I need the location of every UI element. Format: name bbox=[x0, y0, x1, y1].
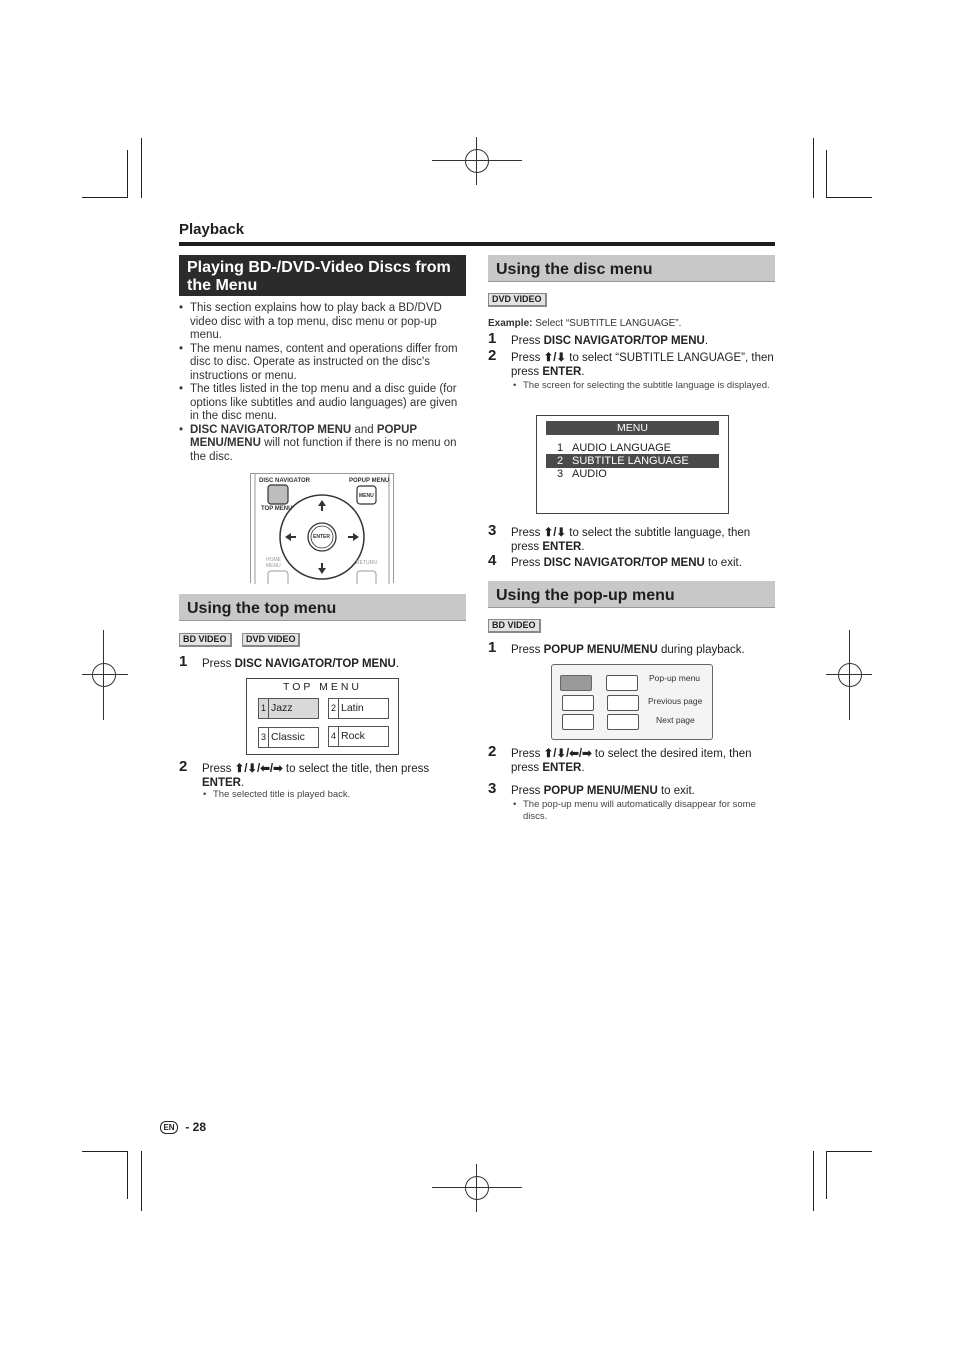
disc-menu-screen-title: MENU bbox=[546, 421, 719, 435]
disc-menu-step-3 bbox=[488, 522, 775, 554]
bold-term: DISC NAVIGATOR/TOP MENU bbox=[234, 658, 396, 670]
text: . bbox=[395, 658, 400, 670]
remote-label-menu: MENU bbox=[359, 493, 374, 499]
section-label: Playback bbox=[179, 221, 245, 238]
top-menu-screen bbox=[246, 678, 399, 755]
item-number: 3 bbox=[259, 728, 269, 747]
disc-menu-step-4 bbox=[488, 552, 775, 571]
popup-step-1 bbox=[488, 639, 775, 658]
text: during playback. bbox=[657, 644, 745, 656]
popup-item bbox=[607, 714, 639, 730]
disc-menu-screen bbox=[536, 415, 729, 514]
step-number: 1 bbox=[488, 639, 497, 656]
text: . bbox=[240, 776, 245, 789]
disc-menu-tags bbox=[488, 289, 553, 307]
header-rule bbox=[179, 242, 775, 246]
text: Press bbox=[202, 763, 235, 775]
remote-label-return: RETURN bbox=[356, 560, 377, 566]
top-menu-step-2 bbox=[179, 758, 466, 790]
item-label: Latin bbox=[341, 702, 364, 714]
top-menu-item bbox=[258, 727, 319, 748]
text: Press bbox=[511, 644, 544, 656]
item-number: 3 bbox=[557, 468, 564, 480]
bold-term: POPUP MENU/MENU bbox=[543, 644, 658, 656]
text: to select the title, then press bbox=[282, 763, 430, 775]
intro-bullet: • The menu names, content and operations differ from disc to disc. Operate as instructed on the disc's instructions or menu. bbox=[179, 343, 466, 384]
intro-bullet: • This section explains how to play back a BD/DVD video disc with a top menu, disc menu or pop-up menu. bbox=[179, 302, 466, 343]
text: . bbox=[581, 761, 585, 774]
text: . bbox=[704, 335, 709, 347]
top-menu-item bbox=[328, 726, 389, 747]
text: . bbox=[581, 540, 585, 553]
item-label: SUBTITLE LANGUAGE bbox=[572, 455, 689, 467]
disc-menu-step-2-note: • The screen for selecting the subtitle language is displayed. bbox=[523, 380, 775, 392]
disc-menu-item bbox=[546, 441, 719, 455]
popup-menu-heading: Using the pop-up menu bbox=[488, 581, 775, 608]
bold-term: ENTER bbox=[202, 776, 241, 789]
disc-menu-item bbox=[546, 467, 719, 481]
remote-label-home-menu: HOME MENU bbox=[266, 557, 281, 569]
remote-label-popup-menu: POPUP MENU bbox=[349, 478, 390, 484]
intro-bullet bbox=[179, 424, 466, 465]
popup-item bbox=[562, 714, 594, 730]
top-menu-item bbox=[258, 698, 319, 719]
item-number: 2 bbox=[557, 455, 564, 467]
bold-term: ENTER bbox=[542, 540, 582, 553]
arrow-keys-icon: ⬆/⬇/⬅/➡ bbox=[234, 763, 283, 775]
language-badge: EN bbox=[160, 1121, 178, 1134]
bold-term: POPUP MENU/MENU bbox=[543, 785, 658, 797]
popup-menu-tags bbox=[488, 615, 547, 633]
text: to exit. bbox=[704, 557, 742, 569]
item-number: 1 bbox=[557, 442, 564, 454]
popup-label-next-page: Next page bbox=[656, 715, 695, 725]
bold-term: DISC NAVIGATOR/TOP MENU bbox=[543, 557, 705, 569]
text: Press bbox=[511, 335, 544, 347]
popup-label: Pop-up menu bbox=[649, 673, 701, 683]
item-number: 1 bbox=[259, 699, 269, 718]
text: to select “SUBTITLE LANGUAGE”, then press bbox=[511, 352, 774, 378]
remote-control-illustration bbox=[250, 473, 394, 583]
top-menu-item bbox=[328, 698, 389, 719]
item-label: AUDIO LANGUAGE bbox=[572, 442, 672, 454]
bd-video-tag: BD VIDEO bbox=[179, 633, 232, 647]
popup-item bbox=[606, 675, 638, 691]
disc-navigator-button bbox=[268, 485, 288, 504]
intro-bullet: • The titles listed in the top menu and a disc guide (for options like subtitles and audio languages) are given in the disc menu. bbox=[179, 383, 466, 424]
bold-term: ENTER bbox=[542, 365, 582, 378]
text: . bbox=[581, 365, 585, 378]
text: Press bbox=[511, 557, 544, 569]
arrow-keys-icon: ⬆/⬇ bbox=[543, 352, 567, 364]
disc-menu-step-2 bbox=[488, 347, 775, 379]
step-number: 3 bbox=[488, 780, 497, 797]
item-label: Classic bbox=[271, 731, 305, 743]
text: and bbox=[351, 423, 377, 436]
example-text: Select “SUBTITLE LANGUAGE”. bbox=[532, 318, 682, 329]
step-number: 2 bbox=[179, 758, 188, 775]
bold-term: DISC NAVIGATOR/TOP MENU bbox=[543, 335, 705, 347]
popup-step-3-note: • The pop-up menu will automatically disappear for some discs. bbox=[523, 799, 775, 823]
popup-item-selected bbox=[560, 675, 592, 691]
item-label: AUDIO bbox=[572, 468, 607, 480]
arrow-keys-icon: ⬆/⬇/⬅/➡ bbox=[543, 748, 592, 760]
text: Press bbox=[511, 352, 544, 364]
disc-menu-step-1 bbox=[488, 330, 775, 349]
top-menu-step-2-note: • The selected title is played back. bbox=[213, 789, 466, 801]
text: to exit. bbox=[657, 785, 695, 797]
popup-step-3 bbox=[488, 780, 775, 799]
bold-term: ENTER bbox=[542, 761, 582, 774]
text: to select the desired item, then press bbox=[511, 748, 752, 774]
popup-menu-screen bbox=[551, 664, 713, 740]
text: Press bbox=[511, 748, 544, 760]
top-menu-tags bbox=[179, 629, 306, 647]
page-sep: - bbox=[182, 1120, 193, 1134]
bd-video-tag: BD VIDEO bbox=[488, 619, 541, 633]
text: Press bbox=[511, 785, 544, 797]
item-number: 2 bbox=[329, 699, 339, 718]
disc-menu-item-selected bbox=[546, 454, 719, 468]
main-heading: Playing BD-/DVD-Video Discs from the Menu bbox=[179, 255, 466, 296]
text: Press bbox=[511, 527, 544, 539]
arrow-keys-icon: ⬆/⬇ bbox=[543, 527, 567, 539]
page-num: 28 bbox=[192, 1120, 207, 1134]
item-label: Jazz bbox=[271, 702, 293, 714]
popup-step-2 bbox=[488, 743, 775, 775]
step-number: 3 bbox=[488, 522, 497, 539]
text: will not function if there is no menu on the disc. bbox=[190, 437, 457, 463]
disc-menu-heading: Using the disc menu bbox=[488, 255, 775, 282]
page-number bbox=[160, 1120, 206, 1134]
home-menu-button bbox=[268, 571, 288, 584]
example-label: Example: bbox=[488, 318, 533, 329]
remote-label-enter: ENTER bbox=[313, 534, 330, 540]
text: Press bbox=[202, 658, 235, 670]
remote-label-disc-navigator: DISC NAVIGATOR bbox=[259, 478, 311, 484]
popup-item bbox=[607, 695, 639, 711]
item-label: Rock bbox=[341, 730, 365, 742]
dvd-video-tag: DVD VIDEO bbox=[488, 293, 547, 307]
step-number: 4 bbox=[488, 552, 497, 569]
step-number: 1 bbox=[179, 653, 188, 670]
step-number: 1 bbox=[488, 330, 497, 347]
intro-bullets bbox=[179, 302, 466, 464]
remote-label-top-menu: TOP MENU bbox=[261, 506, 293, 512]
popup-item bbox=[562, 695, 594, 711]
dvd-video-tag: DVD VIDEO bbox=[242, 633, 301, 647]
item-number: 4 bbox=[329, 727, 339, 746]
top-menu-heading: Using the top menu bbox=[179, 594, 466, 621]
return-button bbox=[357, 571, 376, 584]
disc-menu-example bbox=[488, 318, 681, 329]
bold-term: POPUP MENU/MENU bbox=[190, 423, 417, 449]
bold-term: DISC NAVIGATOR/TOP MENU bbox=[190, 423, 352, 436]
top-menu-step-1 bbox=[179, 653, 466, 672]
step-number: 2 bbox=[488, 743, 497, 760]
popup-label-previous-page: Previous page bbox=[648, 696, 703, 706]
top-menu-screen-title: TOP MENU bbox=[282, 681, 363, 693]
text: to select the subtitle language, then press bbox=[511, 527, 751, 553]
step-number: 2 bbox=[488, 347, 497, 364]
